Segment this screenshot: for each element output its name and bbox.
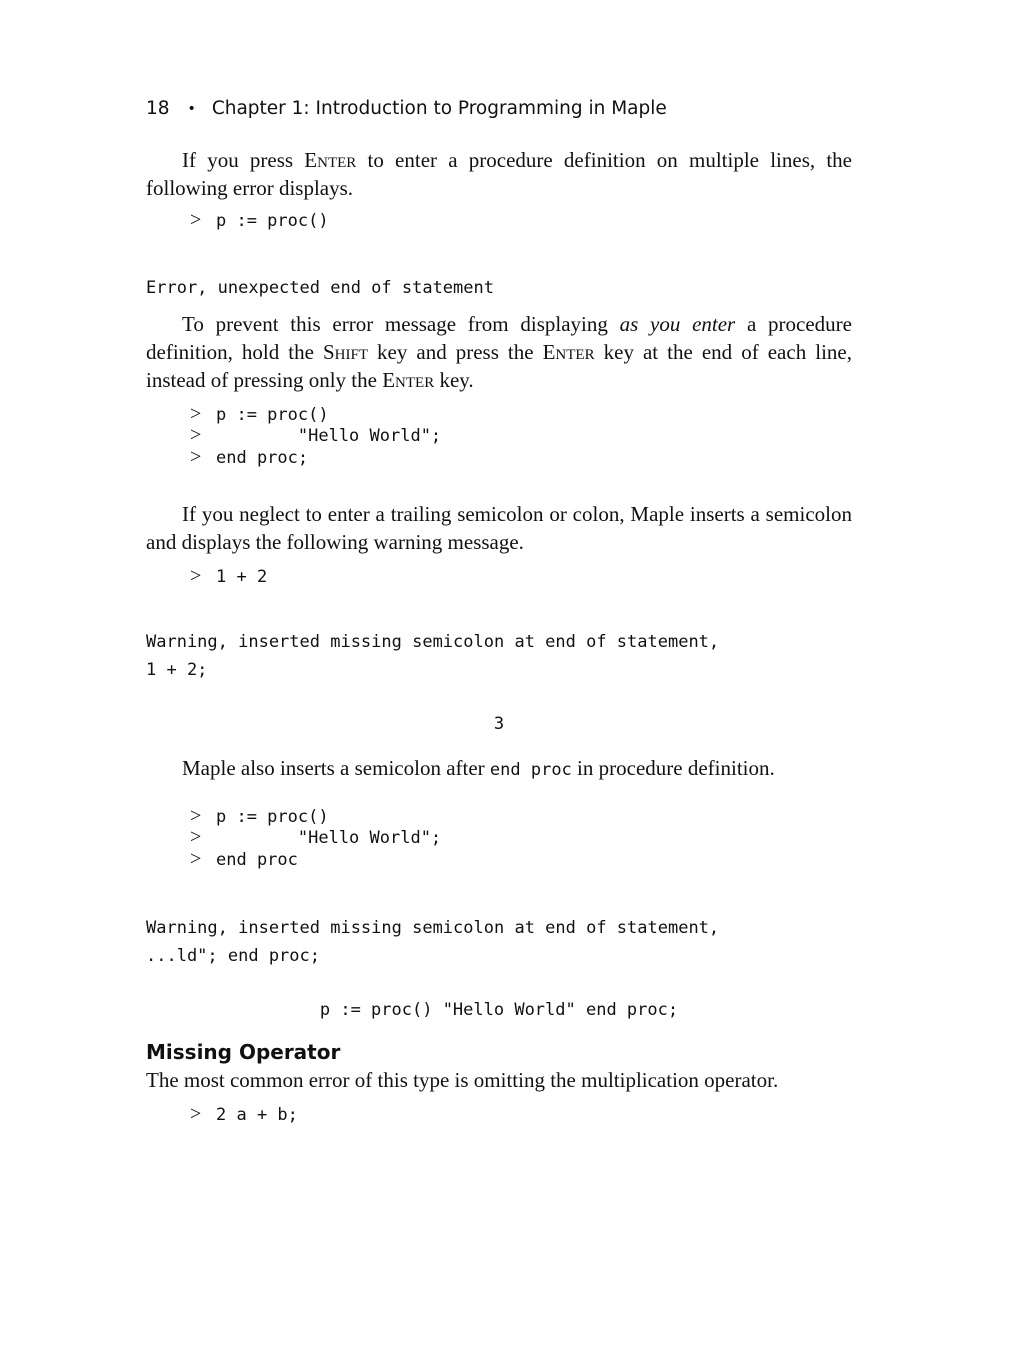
prompt: > <box>190 424 202 446</box>
paragraph-enter-error: If you press Enter to enter a procedure definition on multiple lines, the following error displays. <box>146 148 852 200</box>
maple-input <box>190 1104 852 1126</box>
key-enter: Enter <box>542 339 595 364</box>
input-line: end proc <box>216 849 298 870</box>
document-page <box>146 96 852 1126</box>
prompt: > <box>190 826 202 848</box>
maple-input <box>190 806 852 828</box>
error-output: Error, unexpected end of statement <box>146 277 494 298</box>
key-enter: Enter <box>382 367 435 392</box>
header-bullet: • <box>187 101 196 117</box>
prompt: > <box>190 209 202 231</box>
chapter-title: Chapter 1: Introduction to Programming in Maple <box>211 98 667 119</box>
prompt: > <box>190 804 202 827</box>
warning-output: 1 + 2; <box>146 659 208 680</box>
warning-output: Warning, inserted missing semicolon at end of statement, <box>146 918 720 938</box>
inline-code: end proc <box>489 759 572 780</box>
paragraph-missing-operator: The most common error of this type is omitting the multiplication operator. <box>146 1068 779 1092</box>
input-line: p := proc() <box>216 404 329 425</box>
input-line: 2 a + b; <box>216 1105 298 1125</box>
maple-input <box>190 566 852 588</box>
page-number: 18 <box>146 98 170 119</box>
section-heading: Missing Operator <box>146 1040 341 1064</box>
input-line: "Hello World"; <box>216 426 442 446</box>
prompt: > <box>190 565 202 587</box>
input-line: end proc; <box>216 447 309 468</box>
result-output: 3 <box>493 713 505 734</box>
key-enter: Enter <box>304 148 357 172</box>
prompt: > <box>190 1103 202 1125</box>
maple-input <box>190 849 852 871</box>
maple-input <box>190 827 852 849</box>
maple-input <box>190 425 852 447</box>
input-line: p := proc() <box>216 211 329 231</box>
maple-input <box>190 404 852 426</box>
result-output: p := proc() "Hello World" end proc; <box>319 1000 679 1020</box>
paragraph-end-proc: Maple also inserts a semicolon after end proc in procedure definition. <box>182 755 775 780</box>
warning-output: ...ld"; end proc; <box>146 946 320 966</box>
maple-input <box>190 210 852 232</box>
prompt: > <box>190 445 202 468</box>
input-line: 1 + 2 <box>216 567 268 587</box>
paragraph-semicolon: If you neglect to enter a trailing semicolon or colon, Maple inserts a semicolon and displays the following warning message. <box>146 502 852 554</box>
prompt: > <box>190 847 202 870</box>
paragraph-shift-enter: To prevent this error message from displaying as you enter a procedure definition, hold the Shift key and press the Enter key at the end of each line, instead of pressing only the Enter key. <box>146 311 852 392</box>
warning-output: Warning, inserted missing semicolon at end of statement, <box>146 631 720 652</box>
maple-input <box>190 447 852 469</box>
input-line: "Hello World"; <box>216 828 442 848</box>
prompt: > <box>190 402 202 425</box>
input-line: p := proc() <box>216 806 329 827</box>
key-shift: Shift <box>322 339 368 364</box>
running-header <box>146 96 852 122</box>
